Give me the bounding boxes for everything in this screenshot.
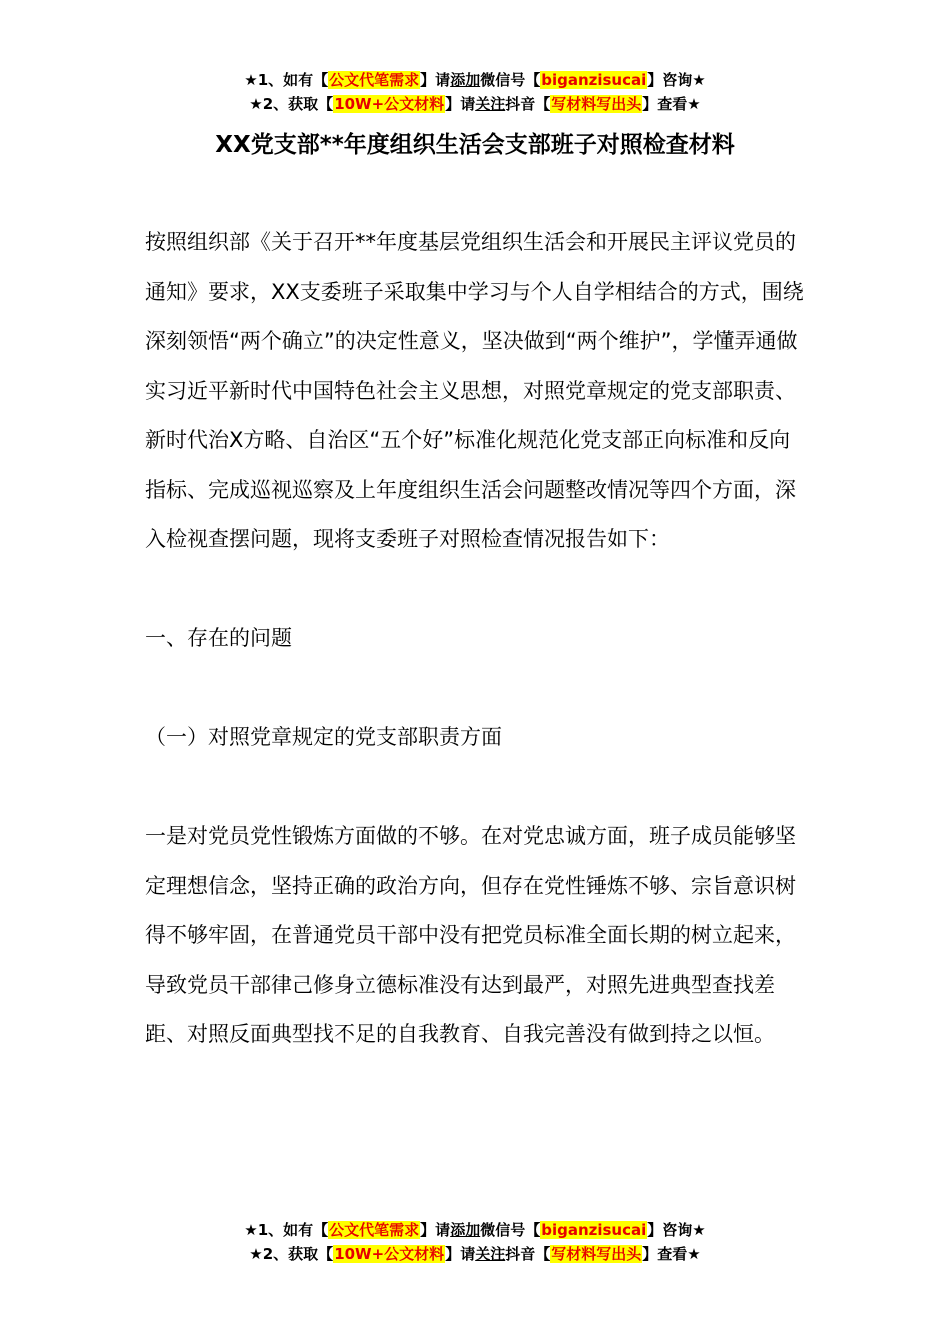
banner-text: ★1、如有【 — [244, 71, 329, 89]
section-heading: 一、存在的问题 — [145, 626, 292, 650]
banner-highlight: 公文代笔需求 — [329, 71, 420, 89]
body-paragraph: 一是对党员党性锻炼方面做的不够。在对党忠诚方面，班子成员能够坚定理想信念，坚持正确的政治方向，但存在党性锤炼不够、宗旨意识树得不够牢固，在普通党员干部中没有把党员标准全面长期的树立起来，导致党员干部律己修身立德标准没有达到最严，对照先进典型查找差距、对照反面典型找不足的自我教育、自我完善没有做到持之以恒。 — [145, 824, 796, 1046]
banner-text: 抖音【 — [505, 95, 551, 113]
banner-text: 微信号【 — [480, 71, 541, 89]
banner-emphasis: 添加 — [450, 1221, 481, 1239]
banner-highlight: biganzisucai — [541, 71, 647, 89]
banner-text: 】咨询★ — [647, 1221, 706, 1239]
banner-line-1 — [0, 68, 950, 92]
banner-highlight: 写材料写出头 — [551, 1245, 642, 1263]
banner-line-2 — [0, 1242, 950, 1266]
banner-text: 】咨询★ — [647, 71, 706, 89]
banner-text: ★2、获取【 — [249, 95, 334, 113]
document-body — [145, 218, 810, 1060]
banner-text: 抖音【 — [505, 1245, 551, 1263]
banner-text: ★1、如有【 — [244, 1221, 329, 1239]
intro-paragraph: 按照组织部《关于召开**年度基层党组织生活会和开展民主评议党员的通知》要求，XX支委班子采取集中学习与个人自学相结合的方式，围绕深刻领悟“两个确立”的决定性意义，坚决做到“两个维护”，学懂弄通做实习近平新时代中国特色社会主义思想，对照党章规定的党支部职责、新时代治X方略、自治区“五个好”标准化规范化党支部正向标准和反向指标、完成巡视巡察及上年度组织生活会问题整改情况等四个方面，深入检视查摆问题，现将支委班子对照检查情况报告如下： — [145, 230, 804, 551]
banner-text: 】请 — [445, 95, 476, 113]
banner-line-1 — [0, 1218, 950, 1242]
banner-text: 】查看★ — [642, 95, 701, 113]
banner-highlight: 10W+公文材料 — [334, 1245, 445, 1263]
top-banner — [0, 68, 950, 116]
banner-text: 】请 — [420, 71, 451, 89]
banner-highlight: 写材料写出头 — [551, 95, 642, 113]
banner-text: ★2、获取【 — [249, 1245, 334, 1263]
banner-highlight: 10W+公文材料 — [334, 95, 445, 113]
banner-emphasis: 关注 — [475, 1245, 506, 1263]
banner-text: 】请 — [445, 1245, 476, 1263]
document-title: XX党支部**年度组织生活会支部班子对照检查材料 — [215, 132, 735, 158]
subsection-heading: （一）对照党章规定的党支部职责方面 — [145, 725, 502, 749]
banner-text: 】请 — [420, 1221, 451, 1239]
banner-highlight: biganzisucai — [541, 1221, 647, 1239]
banner-line-2 — [0, 92, 950, 116]
banner-emphasis: 关注 — [475, 95, 506, 113]
bottom-banner — [0, 1218, 950, 1266]
banner-emphasis: 添加 — [450, 71, 481, 89]
banner-text: 微信号【 — [480, 1221, 541, 1239]
banner-highlight: 公文代笔需求 — [329, 1221, 420, 1239]
banner-text: 】查看★ — [642, 1245, 701, 1263]
